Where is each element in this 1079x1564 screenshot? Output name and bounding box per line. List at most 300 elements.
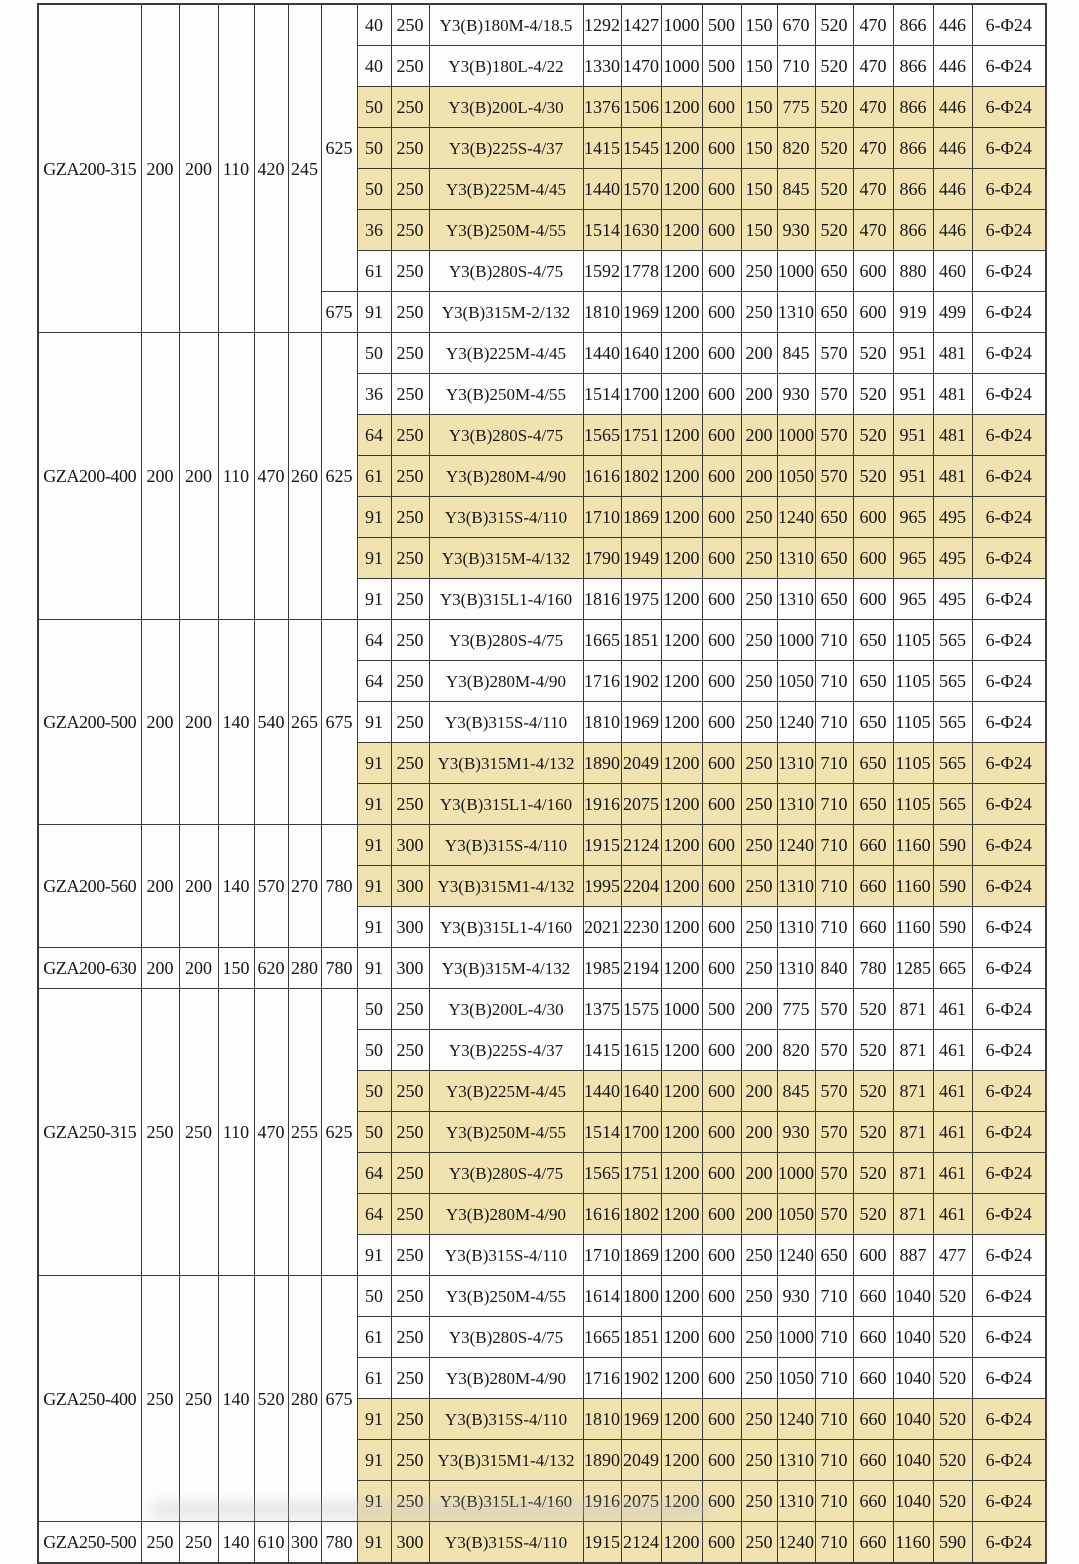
- value-cell: 250: [391, 46, 429, 87]
- motor-model-cell: Y3(B)250M-4/55: [429, 210, 583, 251]
- value-cell: 250: [741, 866, 777, 907]
- motor-model-cell: Y3(B)280M-4/90: [429, 661, 583, 702]
- value-cell: 600: [702, 1440, 741, 1481]
- bolt-hole-cell: 6-Φ24: [972, 825, 1046, 866]
- dim-cell-3: 110: [218, 4, 254, 333]
- frame-cell: 780: [321, 1522, 357, 1564]
- frame-cell: 675: [321, 292, 357, 333]
- value-cell: 1105: [893, 743, 933, 784]
- value-cell: 1200: [661, 1399, 702, 1440]
- dim-cell-3: 140: [218, 620, 254, 825]
- value-cell: 871: [893, 989, 933, 1030]
- value-cell: 250: [741, 1522, 777, 1564]
- value-cell: 660: [853, 1317, 893, 1358]
- dim-cell-4: 470: [254, 333, 288, 620]
- motor-model-cell: Y3(B)280M-4/90: [429, 1194, 583, 1235]
- value-cell: 495: [933, 579, 972, 620]
- motor-model-cell: Y3(B)315L1-4/160: [429, 784, 583, 825]
- value-cell: 250: [741, 907, 777, 948]
- value-cell: 1506: [621, 87, 661, 128]
- motor-model-cell: Y3(B)315L1-4/160: [429, 907, 583, 948]
- value-cell: 250: [391, 333, 429, 374]
- dim-cell-2: 250: [179, 989, 218, 1276]
- value-cell: 250: [741, 620, 777, 661]
- value-cell: 866: [893, 87, 933, 128]
- value-cell: 500: [702, 989, 741, 1030]
- dim-cell-3: 140: [218, 825, 254, 948]
- bolt-hole-cell: 6-Φ24: [972, 497, 1046, 538]
- value-cell: 600: [702, 825, 741, 866]
- value-cell: 1050: [777, 456, 815, 497]
- value-cell: 600: [702, 1153, 741, 1194]
- value-cell: 50: [357, 128, 391, 169]
- value-cell: 150: [741, 210, 777, 251]
- value-cell: 446: [933, 169, 972, 210]
- value-cell: 840: [815, 948, 853, 989]
- value-cell: 520: [853, 374, 893, 415]
- value-cell: 1200: [661, 1194, 702, 1235]
- value-cell: 1200: [661, 1317, 702, 1358]
- value-cell: 61: [357, 251, 391, 292]
- value-cell: 300: [391, 1522, 429, 1564]
- value-cell: 250: [741, 1235, 777, 1276]
- value-cell: 820: [777, 128, 815, 169]
- bolt-hole-cell: 6-Φ24: [972, 292, 1046, 333]
- value-cell: 250: [741, 579, 777, 620]
- value-cell: 710: [815, 1440, 853, 1481]
- model-cell: GZA200-400: [38, 333, 141, 620]
- value-cell: 1200: [661, 538, 702, 579]
- value-cell: 1105: [893, 784, 933, 825]
- value-cell: 1040: [893, 1276, 933, 1317]
- bolt-hole-cell: 6-Φ24: [972, 1481, 1046, 1522]
- value-cell: 520: [853, 1030, 893, 1071]
- value-cell: 1000: [777, 251, 815, 292]
- value-cell: 150: [741, 169, 777, 210]
- value-cell: 565: [933, 620, 972, 661]
- value-cell: 1802: [621, 456, 661, 497]
- value-cell: 200: [741, 989, 777, 1030]
- motor-model-cell: Y3(B)280S-4/75: [429, 1317, 583, 1358]
- value-cell: 495: [933, 497, 972, 538]
- value-cell: 250: [741, 825, 777, 866]
- dim-cell-2: 200: [179, 4, 218, 333]
- value-cell: 36: [357, 210, 391, 251]
- value-cell: 461: [933, 1153, 972, 1194]
- value-cell: 565: [933, 661, 972, 702]
- value-cell: 600: [702, 784, 741, 825]
- dim-cell-2: 200: [179, 825, 218, 948]
- dim-cell-3: 110: [218, 989, 254, 1276]
- frame-cell: 675: [321, 1276, 357, 1522]
- dim-cell-2: 200: [179, 948, 218, 989]
- value-cell: 775: [777, 87, 815, 128]
- value-cell: 1105: [893, 661, 933, 702]
- value-cell: 250: [741, 1317, 777, 1358]
- value-cell: 520: [815, 128, 853, 169]
- value-cell: 600: [702, 1235, 741, 1276]
- value-cell: 1616: [583, 456, 621, 497]
- value-cell: 570: [815, 1112, 853, 1153]
- dim-cell-1: 250: [141, 1522, 179, 1564]
- value-cell: 1514: [583, 1112, 621, 1153]
- value-cell: 1200: [661, 1522, 702, 1564]
- value-cell: 1916: [583, 784, 621, 825]
- value-cell: 871: [893, 1153, 933, 1194]
- motor-model-cell: Y3(B)280S-4/75: [429, 1153, 583, 1194]
- bolt-hole-cell: 6-Φ24: [972, 948, 1046, 989]
- value-cell: 710: [815, 907, 853, 948]
- value-cell: 1440: [583, 333, 621, 374]
- value-cell: 1200: [661, 1440, 702, 1481]
- value-cell: 250: [391, 1399, 429, 1440]
- value-cell: 710: [815, 620, 853, 661]
- bolt-hole-cell: 6-Φ24: [972, 1358, 1046, 1399]
- value-cell: 1427: [621, 4, 661, 46]
- value-cell: 50: [357, 169, 391, 210]
- bolt-hole-cell: 6-Φ24: [972, 1071, 1046, 1112]
- value-cell: 1415: [583, 128, 621, 169]
- value-cell: 1200: [661, 1153, 702, 1194]
- dim-cell-2: 200: [179, 620, 218, 825]
- motor-model-cell: Y3(B)315M-2/132: [429, 292, 583, 333]
- value-cell: 1200: [661, 784, 702, 825]
- dim-cell-4: 570: [254, 825, 288, 948]
- value-cell: 300: [391, 866, 429, 907]
- value-cell: 1000: [777, 1153, 815, 1194]
- value-cell: 670: [777, 4, 815, 46]
- value-cell: 520: [815, 87, 853, 128]
- table-row: [38, 4, 1046, 46]
- value-cell: 590: [933, 1522, 972, 1564]
- value-cell: 200: [741, 1194, 777, 1235]
- dim-cell-4: 610: [254, 1522, 288, 1564]
- value-cell: 1616: [583, 1194, 621, 1235]
- value-cell: 250: [741, 292, 777, 333]
- value-cell: 1200: [661, 825, 702, 866]
- dim-cell-5: 300: [288, 1522, 321, 1564]
- motor-model-cell: Y3(B)225S-4/37: [429, 128, 583, 169]
- bolt-hole-cell: 6-Φ24: [972, 415, 1046, 456]
- value-cell: 520: [815, 210, 853, 251]
- value-cell: 600: [853, 251, 893, 292]
- dim-cell-2: 200: [179, 333, 218, 620]
- value-cell: 600: [853, 1235, 893, 1276]
- value-cell: 1716: [583, 661, 621, 702]
- bolt-hole-cell: 6-Φ24: [972, 907, 1046, 948]
- value-cell: 250: [741, 1481, 777, 1522]
- value-cell: 520: [815, 169, 853, 210]
- value-cell: 1200: [661, 907, 702, 948]
- value-cell: 64: [357, 415, 391, 456]
- value-cell: 300: [391, 825, 429, 866]
- value-cell: 845: [777, 333, 815, 374]
- frame-cell: 780: [321, 825, 357, 948]
- value-cell: 600: [702, 538, 741, 579]
- motor-model-cell: Y3(B)315M1-4/132: [429, 1440, 583, 1481]
- dim-cell-3: 140: [218, 1522, 254, 1564]
- value-cell: 650: [815, 579, 853, 620]
- value-cell: 61: [357, 456, 391, 497]
- motor-model-cell: Y3(B)280S-4/75: [429, 620, 583, 661]
- value-cell: 1200: [661, 579, 702, 620]
- value-cell: 650: [815, 538, 853, 579]
- motor-model-cell: Y3(B)315M1-4/132: [429, 866, 583, 907]
- value-cell: 871: [893, 1112, 933, 1153]
- value-cell: 250: [391, 702, 429, 743]
- value-cell: 1800: [621, 1276, 661, 1317]
- value-cell: 481: [933, 374, 972, 415]
- value-cell: 951: [893, 456, 933, 497]
- value-cell: 1949: [621, 538, 661, 579]
- value-cell: 1000: [777, 415, 815, 456]
- value-cell: 1200: [661, 333, 702, 374]
- value-cell: 1200: [661, 415, 702, 456]
- bolt-hole-cell: 6-Φ24: [972, 989, 1046, 1030]
- model-cell: GZA250-500: [38, 1522, 141, 1564]
- value-cell: 1514: [583, 210, 621, 251]
- value-cell: 477: [933, 1235, 972, 1276]
- value-cell: 250: [391, 989, 429, 1030]
- motor-model-cell: Y3(B)315S-4/110: [429, 1235, 583, 1276]
- value-cell: 600: [702, 948, 741, 989]
- value-cell: 660: [853, 1399, 893, 1440]
- value-cell: 2124: [621, 825, 661, 866]
- value-cell: 91: [357, 538, 391, 579]
- value-cell: 2230: [621, 907, 661, 948]
- value-cell: 650: [815, 1235, 853, 1276]
- value-cell: 1310: [777, 866, 815, 907]
- value-cell: 461: [933, 1030, 972, 1071]
- value-cell: 250: [391, 1440, 429, 1481]
- value-cell: 650: [853, 620, 893, 661]
- value-cell: 570: [815, 1194, 853, 1235]
- motor-model-cell: Y3(B)315S-4/110: [429, 1522, 583, 1564]
- dim-cell-2: 250: [179, 1276, 218, 1522]
- value-cell: 1040: [893, 1399, 933, 1440]
- value-cell: 520: [933, 1481, 972, 1522]
- dim-cell-5: 245: [288, 4, 321, 333]
- value-cell: 570: [815, 1030, 853, 1071]
- value-cell: 1440: [583, 1071, 621, 1112]
- value-cell: 1700: [621, 374, 661, 415]
- value-cell: 600: [702, 415, 741, 456]
- value-cell: 1630: [621, 210, 661, 251]
- value-cell: 866: [893, 210, 933, 251]
- value-cell: 1614: [583, 1276, 621, 1317]
- value-cell: 1200: [661, 251, 702, 292]
- value-cell: 660: [853, 1276, 893, 1317]
- value-cell: 570: [815, 415, 853, 456]
- value-cell: 871: [893, 1071, 933, 1112]
- value-cell: 91: [357, 579, 391, 620]
- value-cell: 780: [853, 948, 893, 989]
- table-row: [38, 825, 1046, 866]
- value-cell: 1000: [661, 46, 702, 87]
- value-cell: 1240: [777, 497, 815, 538]
- value-cell: 91: [357, 702, 391, 743]
- value-cell: 446: [933, 87, 972, 128]
- bolt-hole-cell: 6-Φ24: [972, 702, 1046, 743]
- value-cell: 570: [815, 1071, 853, 1112]
- bolt-hole-cell: 6-Φ24: [972, 169, 1046, 210]
- value-cell: 600: [702, 1358, 741, 1399]
- value-cell: 710: [815, 784, 853, 825]
- value-cell: 650: [853, 743, 893, 784]
- value-cell: 1470: [621, 46, 661, 87]
- motor-model-cell: Y3(B)315M1-4/132: [429, 743, 583, 784]
- value-cell: 866: [893, 46, 933, 87]
- value-cell: 1200: [661, 1112, 702, 1153]
- value-cell: 250: [741, 702, 777, 743]
- dim-cell-2: 250: [179, 1522, 218, 1564]
- value-cell: 660: [853, 1358, 893, 1399]
- table-row: [38, 948, 1046, 989]
- dim-cell-1: 200: [141, 825, 179, 948]
- value-cell: 461: [933, 1071, 972, 1112]
- value-cell: 1310: [777, 292, 815, 333]
- value-cell: 600: [702, 1071, 741, 1112]
- value-cell: 250: [391, 1112, 429, 1153]
- value-cell: 930: [777, 210, 815, 251]
- value-cell: 866: [893, 169, 933, 210]
- motor-model-cell: Y3(B)225M-4/45: [429, 1071, 583, 1112]
- value-cell: 1200: [661, 128, 702, 169]
- value-cell: 250: [391, 538, 429, 579]
- value-cell: 250: [391, 1317, 429, 1358]
- value-cell: 1000: [777, 620, 815, 661]
- value-cell: 200: [741, 1153, 777, 1194]
- motor-model-cell: Y3(B)280S-4/75: [429, 251, 583, 292]
- dim-cell-5: 280: [288, 1276, 321, 1522]
- value-cell: 880: [893, 251, 933, 292]
- value-cell: 866: [893, 4, 933, 46]
- bolt-hole-cell: 6-Φ24: [972, 743, 1046, 784]
- value-cell: 650: [815, 292, 853, 333]
- frame-cell: 675: [321, 620, 357, 825]
- value-cell: 1810: [583, 1399, 621, 1440]
- value-cell: 1310: [777, 579, 815, 620]
- value-cell: 91: [357, 1522, 391, 1564]
- value-cell: 1310: [777, 907, 815, 948]
- value-cell: 446: [933, 128, 972, 169]
- value-cell: 499: [933, 292, 972, 333]
- value-cell: 250: [391, 128, 429, 169]
- dim-cell-5: 265: [288, 620, 321, 825]
- value-cell: 1200: [661, 866, 702, 907]
- value-cell: 250: [741, 1440, 777, 1481]
- motor-model-cell: Y3(B)180L-4/22: [429, 46, 583, 87]
- value-cell: 2021: [583, 907, 621, 948]
- value-cell: 520: [933, 1276, 972, 1317]
- bolt-hole-cell: 6-Φ24: [972, 661, 1046, 702]
- value-cell: 600: [702, 1276, 741, 1317]
- dim-cell-4: 470: [254, 989, 288, 1276]
- motor-model-cell: Y3(B)250M-4/55: [429, 1112, 583, 1153]
- value-cell: 1040: [893, 1481, 933, 1522]
- value-cell: 1240: [777, 702, 815, 743]
- value-cell: 1200: [661, 169, 702, 210]
- motor-model-cell: Y3(B)315M-4/132: [429, 948, 583, 989]
- value-cell: 1040: [893, 1317, 933, 1358]
- value-cell: 50: [357, 87, 391, 128]
- value-cell: 1915: [583, 1522, 621, 1564]
- value-cell: 1200: [661, 210, 702, 251]
- value-cell: 200: [741, 374, 777, 415]
- value-cell: 1778: [621, 251, 661, 292]
- value-cell: 600: [702, 1112, 741, 1153]
- value-cell: 1790: [583, 538, 621, 579]
- value-cell: 91: [357, 866, 391, 907]
- value-cell: 590: [933, 825, 972, 866]
- bolt-hole-cell: 6-Φ24: [972, 579, 1046, 620]
- value-cell: 710: [815, 825, 853, 866]
- value-cell: 250: [391, 1276, 429, 1317]
- value-cell: 1969: [621, 702, 661, 743]
- value-cell: 1330: [583, 46, 621, 87]
- value-cell: 600: [702, 661, 741, 702]
- value-cell: 1969: [621, 292, 661, 333]
- value-cell: 660: [853, 907, 893, 948]
- value-cell: 1751: [621, 1153, 661, 1194]
- dim-cell-1: 200: [141, 948, 179, 989]
- value-cell: 1105: [893, 620, 933, 661]
- value-cell: 600: [702, 210, 741, 251]
- dim-cell-5: 255: [288, 989, 321, 1276]
- value-cell: 1240: [777, 1399, 815, 1440]
- value-cell: 710: [815, 1481, 853, 1522]
- motor-model-cell: Y3(B)315S-4/110: [429, 1399, 583, 1440]
- value-cell: 50: [357, 989, 391, 1030]
- value-cell: 2075: [621, 784, 661, 825]
- value-cell: 61: [357, 1358, 391, 1399]
- dim-cell-4: 540: [254, 620, 288, 825]
- value-cell: 481: [933, 333, 972, 374]
- value-cell: 1810: [583, 292, 621, 333]
- value-cell: 1869: [621, 1235, 661, 1276]
- value-cell: 600: [702, 87, 741, 128]
- value-cell: 775: [777, 989, 815, 1030]
- dim-cell-4: 520: [254, 1276, 288, 1522]
- value-cell: 951: [893, 415, 933, 456]
- value-cell: 1105: [893, 702, 933, 743]
- value-cell: 250: [741, 1399, 777, 1440]
- value-cell: 1200: [661, 1481, 702, 1522]
- value-cell: 461: [933, 989, 972, 1030]
- value-cell: 845: [777, 169, 815, 210]
- dim-cell-3: 150: [218, 948, 254, 989]
- bolt-hole-cell: 6-Φ24: [972, 251, 1046, 292]
- bolt-hole-cell: 6-Φ24: [972, 1522, 1046, 1564]
- motor-model-cell: Y3(B)315L1-4/160: [429, 1481, 583, 1522]
- value-cell: 64: [357, 661, 391, 702]
- value-cell: 1710: [583, 1235, 621, 1276]
- motor-model-cell: Y3(B)225M-4/45: [429, 169, 583, 210]
- value-cell: 2124: [621, 1522, 661, 1564]
- motor-model-cell: Y3(B)315L1-4/160: [429, 579, 583, 620]
- value-cell: 250: [391, 1153, 429, 1194]
- value-cell: 91: [357, 1399, 391, 1440]
- value-cell: 1415: [583, 1030, 621, 1071]
- frame-cell: 625: [321, 333, 357, 620]
- value-cell: 1000: [777, 1317, 815, 1358]
- table-row: [38, 989, 1046, 1030]
- value-cell: 1200: [661, 1235, 702, 1276]
- value-cell: 845: [777, 1071, 815, 1112]
- value-cell: 1375: [583, 989, 621, 1030]
- bolt-hole-cell: 6-Φ24: [972, 1194, 1046, 1235]
- value-cell: 520: [853, 989, 893, 1030]
